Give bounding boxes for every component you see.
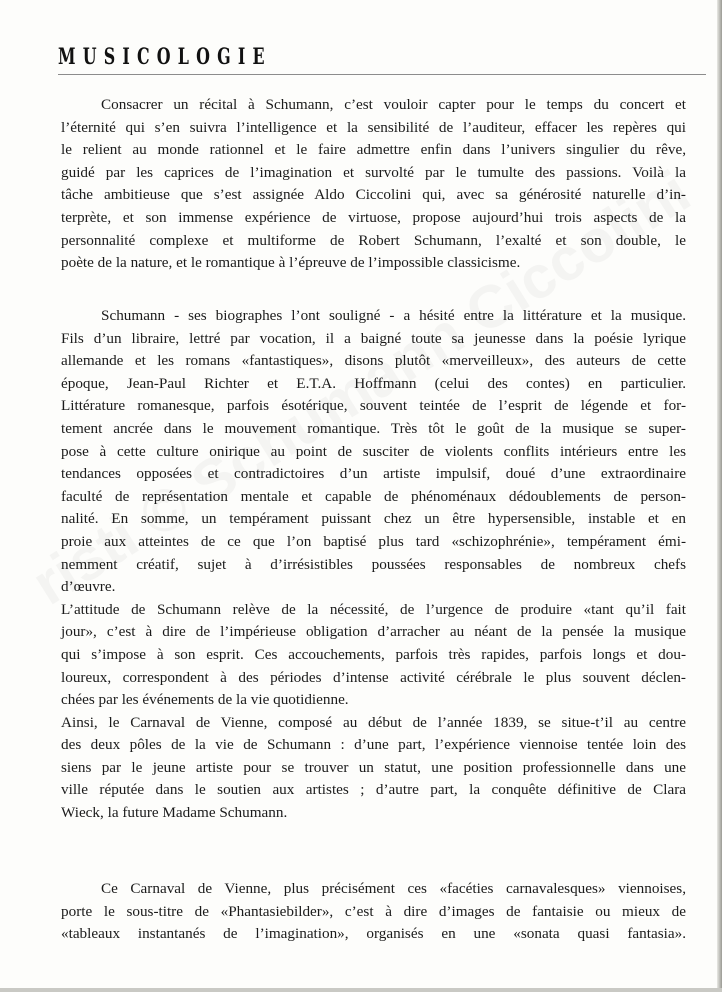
- text-line: ville réputée dans le soutien aux artistes ; d’autre part, la conquête définitive de Clara: [61, 781, 686, 799]
- text-line: nalité. En somme, un tempérament puissant chez un être hypersensible, instable et en: [61, 510, 686, 528]
- text-line: allemande et les romans «fantastiques», disons plutôt «merveilleux», des auteurs de cette: [61, 352, 686, 370]
- page-edge-shadow: [717, 0, 722, 992]
- page-bottom-edge: [0, 988, 722, 992]
- text-line: proie aux atteintes de ce que l’on baptisé plus tard «schizophrénie», tempérament émi-: [61, 532, 686, 550]
- page-title: MUSICOLOGIE: [58, 44, 272, 70]
- text-line: qui s’impose à son esprit. Ces accouchements, parfois très rapides, parfois longs et dou-: [61, 645, 686, 663]
- text-line: tâche ambitieuse que s’est assignée Aldo Ciccolini qui, avec sa générosité naturelle d’in-: [61, 186, 686, 204]
- paragraph-carnaval: [61, 878, 686, 946]
- text-line: poète de la nature, et le romantique à l’épreuve de l’impossible classicisme.: [61, 254, 521, 272]
- text-line: nemment créatif, sujet à d’irrésistibles poussées responsables de nombreux chefs: [61, 555, 686, 573]
- text-line: pose à cette culture onirique au point de susciter de violents conflits intérieurs entre les: [61, 442, 686, 460]
- text-line: faculté de représentation mentale et capable de phénoménaux dédoublements de person-: [61, 487, 686, 505]
- text-line: époque, Jean-Paul Richter et E.T.A. Hoffmann (celui des contes) en particulier.: [61, 374, 686, 392]
- text-line: Ainsi, le Carnaval de Vienne, composé au début de l’année 1839, se situe-t’il au centre: [61, 713, 686, 731]
- text-line: tement ancrée dans le mouvement romantique. Très tôt le goût de la musique se super-: [61, 419, 686, 437]
- text-line: chées par les événements de la vie quotidienne.: [61, 691, 349, 709]
- paragraph-intro: [61, 94, 686, 275]
- paragraph-biography: [61, 305, 686, 825]
- text-line: Fils d’un libraire, lettré par vocation, il a baigné toute sa jeunesse dans la poésie lyrique: [61, 329, 686, 347]
- text-line: siens par le jeune artiste pour se trouver un statut, une position professionnelle dans une: [61, 758, 686, 776]
- text-line: Wieck, la future Madame Schumann.: [61, 804, 288, 822]
- text-line: d’œuvre.: [61, 578, 116, 596]
- text-line: Schumann - ses biographes l’ont souligné - a hésité entre la littérature et la musique.: [101, 307, 686, 324]
- text-line: terprète, et son immense expérience de virtuose, propose aujourd’hui trois aspects de la: [61, 208, 686, 226]
- text-line: le relient au monde rationnel et le faire admettre enfin dans l’univers singulier du rêve,: [61, 141, 686, 159]
- section-header: [58, 44, 706, 86]
- text-line: «tableaux instantanés de l’imagination», organisés en une «sonata quasi fantasia».: [61, 925, 686, 943]
- text-line: porte le sous-titre de «Phantasiebilder», c’est à dire d’images de fantaisie ou mieux de: [61, 902, 686, 920]
- text-line: Littérature romanesque, parfois ésotérique, souvent teintée de l’esprit de légende et for-: [61, 397, 686, 415]
- text-line: guidé par les caprices de l’imagination et survolté par le tumulte des passions. Voilà la: [61, 163, 686, 181]
- text-line: jour», c’est à dire de l’impérieuse obligation d’arracher au néant de la pensée la musique: [61, 623, 686, 641]
- text-line: L’attitude de Schumann relève de la nécessité, de l’urgence de produire «tant qu’il fait: [61, 600, 686, 618]
- text-line: l’éternité qui s’en suivra l’intelligence et la sensibilité de l’auditeur, effacer les repères qui: [61, 118, 686, 136]
- text-line: tendances opposées et contradictoires d’un artiste impulsif, doué d’une extraordinaire: [61, 465, 686, 483]
- text-line: des deux pôles de la vie de Schumann : d’une part, l’expérience viennoise tentée loin des: [61, 736, 686, 754]
- text-line: personnalité complexe et multiforme de Robert Schumann, l’exalté et son double, le: [61, 231, 686, 249]
- text-line: Ce Carnaval de Vienne, plus précisément ces «facéties carnavalesques» viennoises,: [101, 880, 686, 897]
- text-line: Consacrer un récital à Schumann, c’est vouloir capter pour le temps du concert et: [101, 96, 686, 113]
- text-line: loureux, correspondent à des périodes d’intense activité cérébrale le plus souvent déclen-: [61, 668, 686, 686]
- header-rule: [58, 74, 706, 75]
